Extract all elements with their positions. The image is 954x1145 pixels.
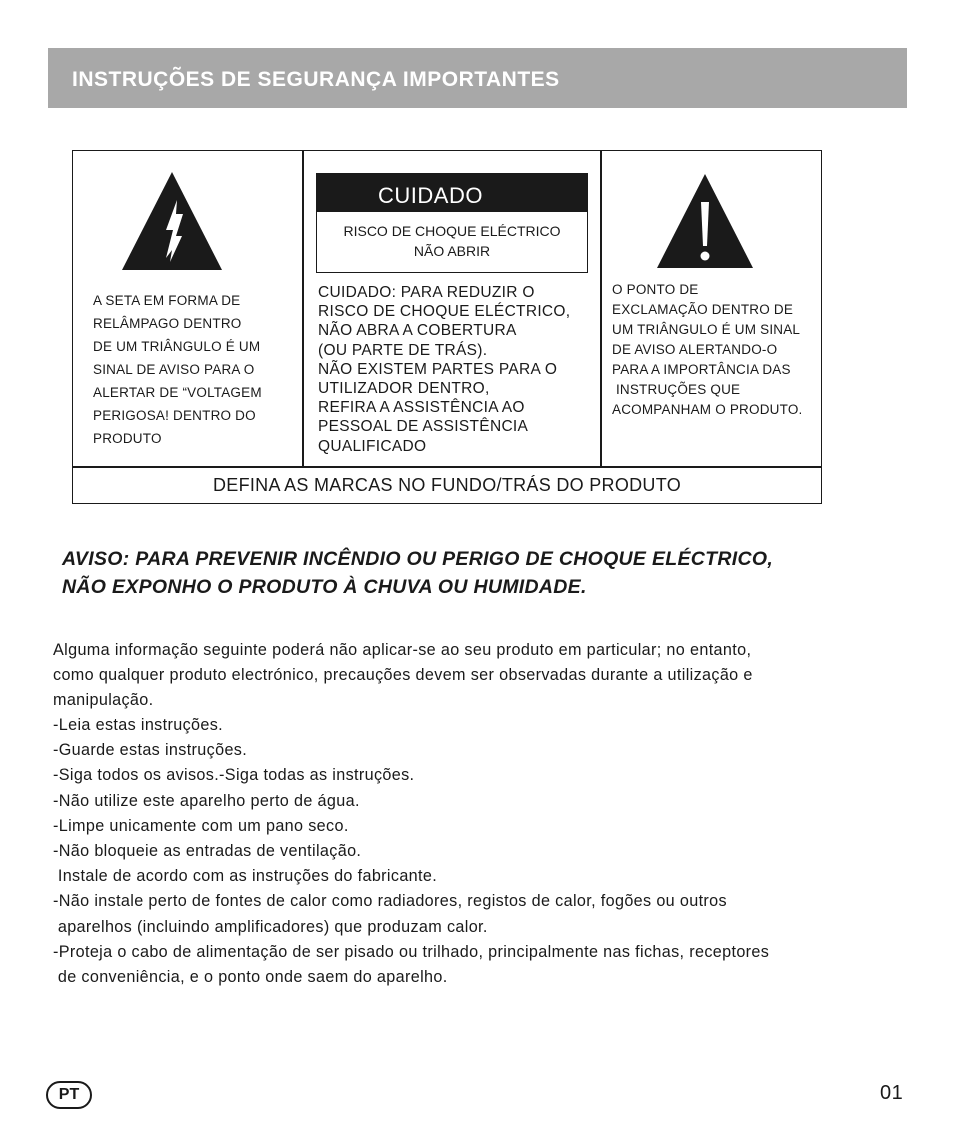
- language-badge: PT: [46, 1081, 92, 1109]
- cuidado-panel: [316, 173, 588, 273]
- list-item: -Proteja o cabo de alimentação de ser pisado ou trilhado, principalmente nas fichas, receptores: [53, 942, 770, 961]
- column-divider: [302, 151, 304, 467]
- safety-instructions-list: [53, 713, 769, 990]
- list-item: Instale de acordo com as instruções do fabricante.: [53, 867, 438, 886]
- list-item: -Não bloqueie as entradas de ventilação.: [53, 842, 362, 861]
- column-divider: [600, 151, 602, 467]
- header-bar: [48, 48, 907, 108]
- cuidado-description: CUIDADO: PARA REDUZIR O RISCO DE CHOQUE ELÉCTRICO, NÃO ABRA A COBERTURA (OU PARTE DE TRÁS). NÃO EXISTEM PARTES PARA O UTILIZADOR DENTRO, REFIRA A ASSISTÊNCIA AO PESSOAL DE ASSISTÊNCIA QUALIFICADO: [318, 284, 571, 455]
- cuidado-label: CUIDADO: [317, 174, 587, 212]
- cuidado-subtitle-line1: RISCO DE CHOQUE ELÉCTRICO: [343, 223, 561, 239]
- fire-shock-warning: AVISO: PARA PREVENIR INCÊNDIO OU PERIGO DE CHOQUE ELÉCTRICO, NÃO EXPONHO O PRODUTO À CHUVA OU HUMIDADE.: [62, 548, 774, 598]
- list-item: -Não utilize este aparelho perto de água.: [53, 791, 360, 810]
- cuidado-subtitle-line2: NÃO ABRIR: [413, 243, 491, 259]
- list-item: de conveniência, e o ponto onde saem do aparelho.: [53, 968, 448, 987]
- page-title: INSTRUÇÕES DE SEGURANÇA IMPORTANTES: [72, 68, 560, 91]
- list-item: -Limpe unicamente com um pano seco.: [53, 816, 349, 835]
- exclamation-warning-text: O PONTO DE EXCLAMAÇÃO DENTRO DE UM TRIÂNGULO É UM SINAL DE AVISO ALERTANDO-O PARA A IMPORTÂNCIA DAS INSTRUÇÕES QUE ACOMPANHAM O PRODUTO.: [612, 282, 803, 417]
- list-item: -Não instale perto de fontes de calor como radiadores, registos de calor, fogões ou outros: [53, 892, 727, 911]
- list-item: aparelhos (incluindo amplificadores) que produzam calor.: [53, 917, 488, 936]
- list-item: -Leia estas instruções.: [53, 716, 224, 734]
- cuidado-subtitle: [317, 221, 587, 261]
- list-item: -Guarde estas instruções.: [53, 741, 248, 760]
- page-number: 01: [880, 1082, 904, 1104]
- lightning-warning-text: A SETA EM FORMA DE RELÂMPAGO DENTRO DE UM TRIÂNGULO É UM SINAL DE AVISO PARA O ALERTAR DE “VOLTAGEM PERIGOSA! DENTRO DO PRODUTO: [93, 293, 262, 446]
- warning-label-box: [72, 150, 822, 504]
- row-divider: [73, 466, 821, 468]
- marking-location-note: DEFINA AS MARCAS NO FUNDO/TRÁS DO PRODUTO: [212, 475, 682, 495]
- exclamation-warning-icon: [655, 172, 755, 270]
- list-item: -Siga todos os avisos.-Siga todas as instruções.: [53, 766, 415, 785]
- lightning-bolt-warning-icon: [120, 170, 224, 272]
- intro-paragraph: Alguma informação seguinte poderá não aplicar-se ao seu produto em particular; no entanto, como qualquer produto electrónico, precauções devem ser observadas durante a utilização e manipulação.: [53, 641, 753, 709]
